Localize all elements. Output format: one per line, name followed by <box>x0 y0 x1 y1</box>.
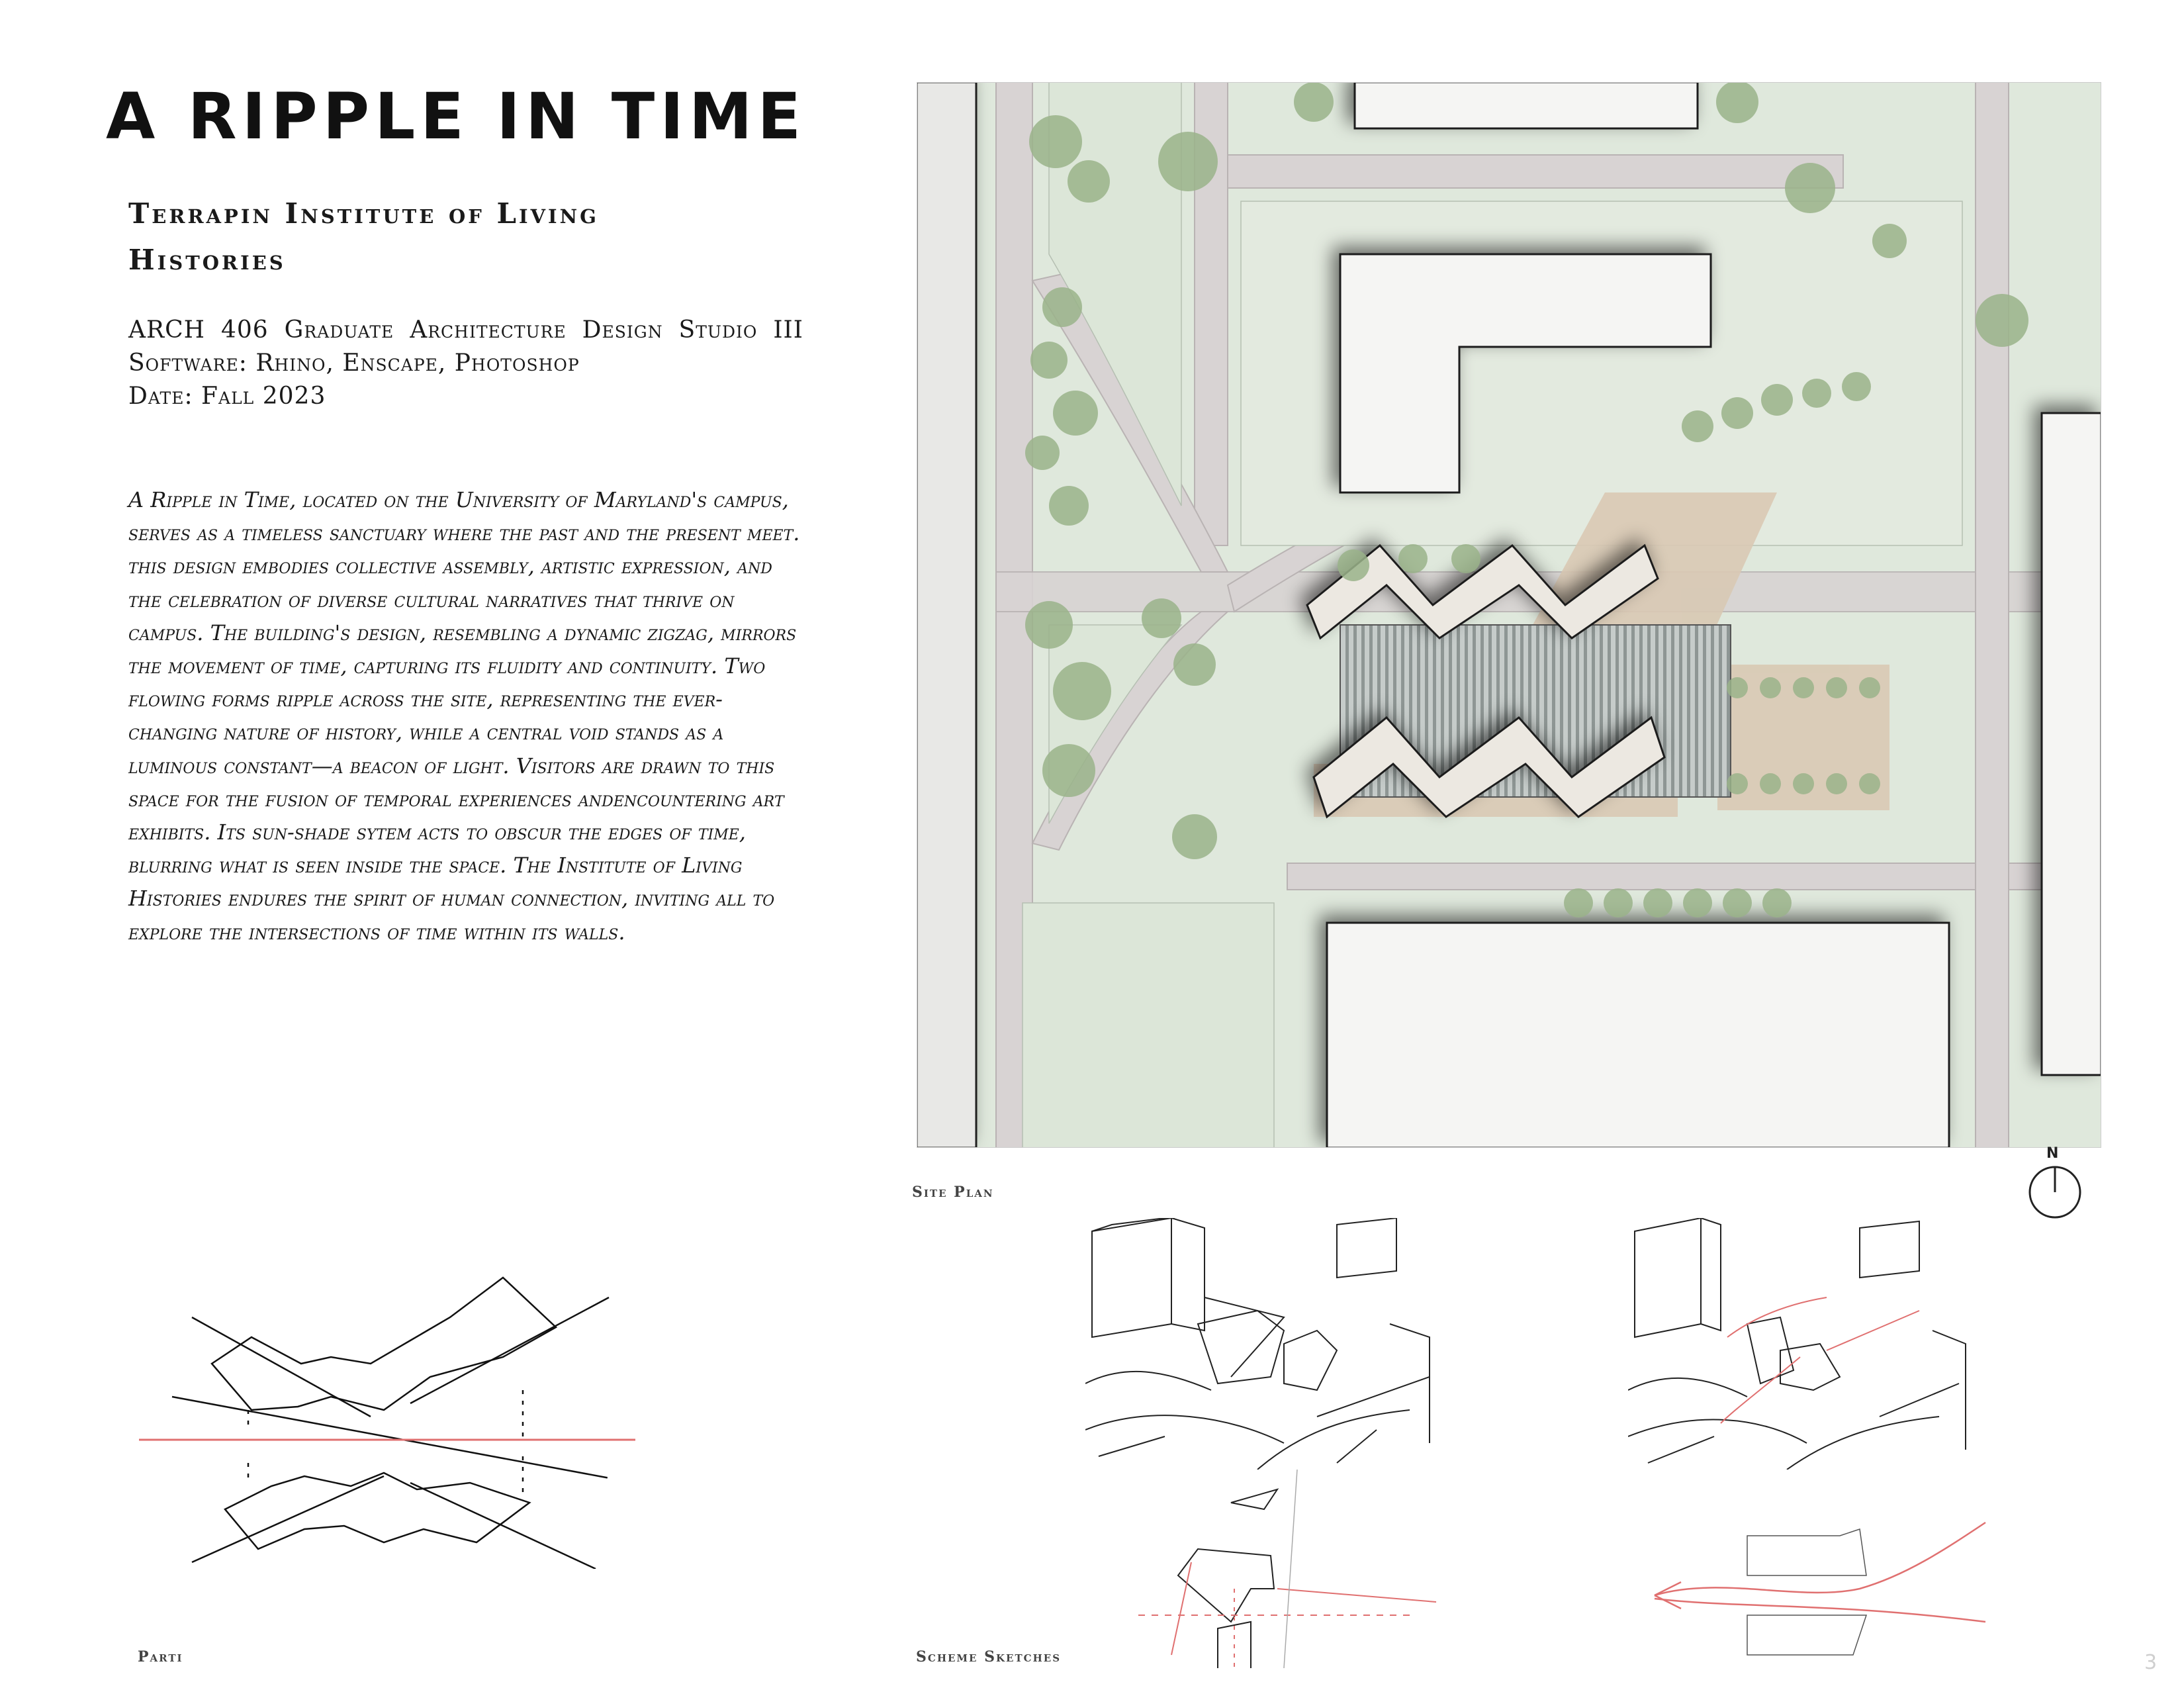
subtitle-line-1: Terrapin Institute of Living <box>128 197 599 230</box>
course-info: ARCH 406 Graduate Architecture Design Studio III <box>128 316 803 344</box>
page-number: 3 <box>2144 1651 2158 1674</box>
project-description: A Ripple in Time, located on the University of Maryland's campus, serves as a timeless sanctuary where the past and the present meet. this design embodies collective assembly, artistic expression, and the celebration of diverse cultural narratives that thrive on campus. The building's design, resembling a dynamic zigzag, mirrors the movement of time, capturing its fluidity and continuity. Two flowing forms ripple across the site, representing the ever-changing nature of history, while a central void stands as a luminous constant—a beacon of light. Visitors are drawn to this space for the fusion of temporal experiences andencountering art exhibits. Its sun-shade sytem acts to obscur the edges of time, blurring what is seen inside the space. The Institute of Living Histories endures the spirit of human connection, inviting all to explore the intersections of time within its walls. <box>128 487 800 945</box>
parti-diagram <box>132 1264 649 1569</box>
scheme-sketch-plan-2 <box>1641 1509 1999 1668</box>
date-info: Date: Fall 2023 <box>128 383 326 410</box>
north-label: N <box>2046 1145 2059 1162</box>
site-plan-image <box>917 82 2101 1148</box>
scheme-sketches-caption: Scheme Sketches <box>916 1648 1062 1665</box>
software-info: Software: Rhino, Enscape, Photoshop <box>128 350 580 377</box>
project-subtitle <box>128 191 724 283</box>
page-title: A RIPPLE IN TIME <box>106 79 807 154</box>
scheme-sketch-axon-2 <box>1628 1218 1999 1470</box>
parti-caption: Parti <box>138 1648 183 1665</box>
subtitle-line-2: Histories <box>128 244 286 276</box>
scheme-sketch-plan-1 <box>1099 1456 1443 1668</box>
scheme-sketch-axon-1 <box>1085 1218 1469 1470</box>
site-plan-caption: Site Plan <box>912 1184 994 1201</box>
